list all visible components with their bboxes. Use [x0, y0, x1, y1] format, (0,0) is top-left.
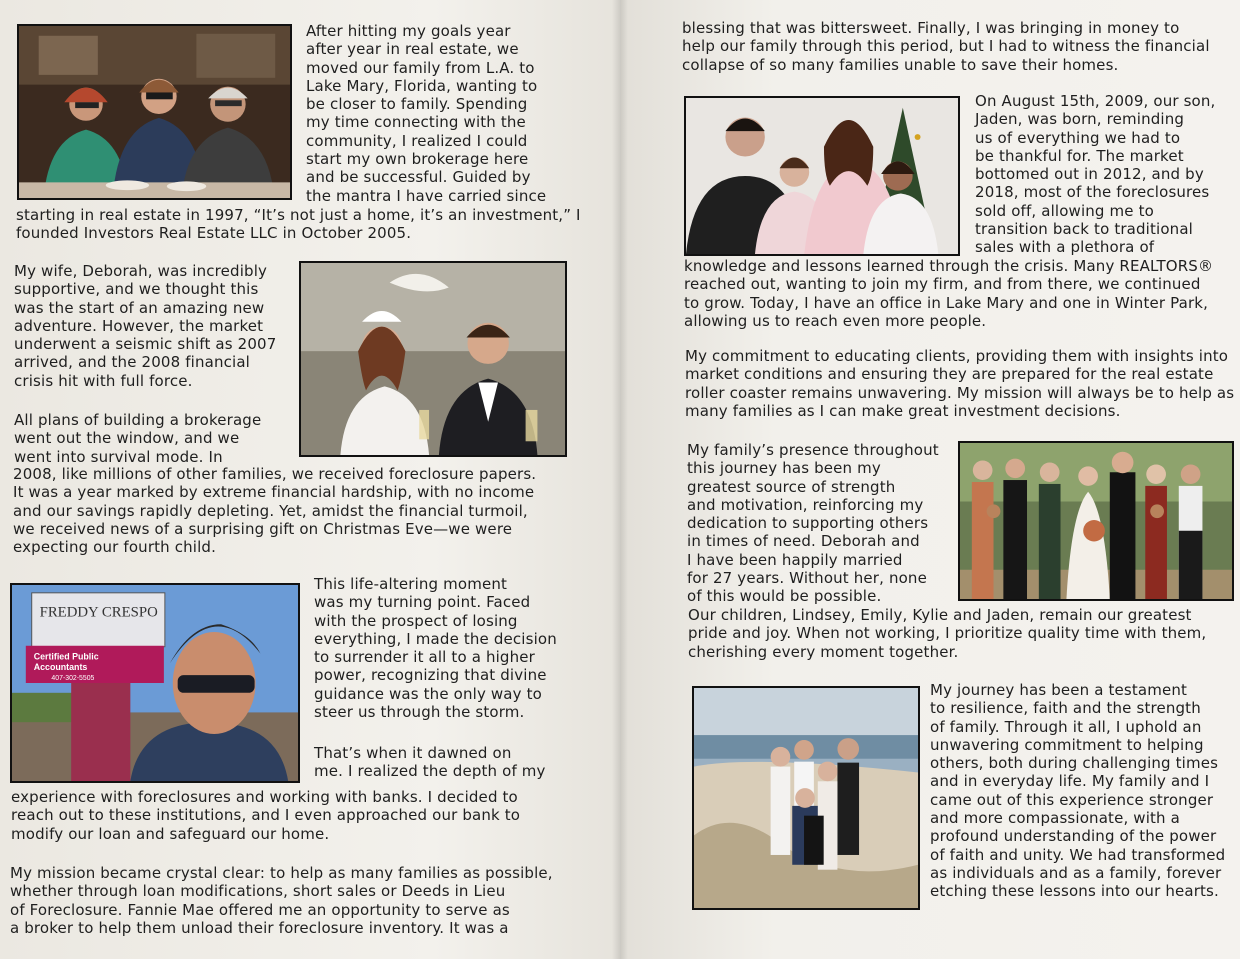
left-para-4: This life-altering moment was my turning point. Faced with the prospect of losing everything, I made the decision to surrender it all to a higher power, recognizing that divine guidance was the only way to steer us through the storm. — [314, 575, 557, 722]
right-page — [620, 0, 1240, 959]
left-para-5-full: experience with foreclosures and working with banks. I decided to reach out to these institutions, and I even approached our bank to modify our loan and safeguard our home. — [11, 788, 521, 843]
photo-christmas-newborn — [684, 96, 960, 256]
right-para-1: blessing that was bittersweet. Finally, I was bringing in money to help our family through this period, but I had to witness the financial collapse of so many families unable to save their homes. — [682, 19, 1210, 74]
right-para-2-full: knowledge and lessons learned through the crisis. Many REALTORS® reached out, wanting to join my firm, and from there, we continued to grow. Today, I have an office in Lake Mary and one in Winter Park, allowing us to reach even more people. — [684, 257, 1214, 330]
sign-certified-public: Certified Public — [33, 651, 99, 662]
right-para-4-wrapped: My family’s presence throughout this journey has been my greatest source of strength and motivation, reinforcing my dedication to supporting others in times of need. Deborah and I have been happily married for 27 years. Without her, none of this would be possible. — [687, 441, 939, 606]
left-para-3-full: 2008, like millions of other families, we received foreclosure papers. It was a year marked by extreme financial hardship, with no income and our savings rapidly depleting. Yet, amidst the financial turmoil, we received news of a surprising gift on Christmas Eve—we were expecting our fourth child. — [13, 465, 537, 557]
right-para-5: My journey has been a testament to resilience, faith and the strength of family. Through it all, I uphold an unwavering commitment to helping others, both during challenging times and in everyday life. My family and I came out of this experience stronger and more compassionate, with a profound understanding of the power of faith and unity. We had transformed as individuals and as a family, forever etching these lessons into our hearts. — [930, 681, 1226, 901]
right-para-4-full: Our children, Lindsey, Emily, Kylie and Jaden, remain our greatest pride and joy. When not working, I prioritize quality time with them, cherishing every moment together. — [688, 606, 1207, 661]
photo-restaurant-family — [17, 24, 292, 200]
sign-accountants: Accountants — [33, 662, 88, 673]
left-para-2: My wife, Deborah, was incredibly supportive, and we thought this was the start of an amazing new adventure. However, the market underwent a seismic shift as 2007 arrived, and the 2008 financial crisis hit with full force. — [14, 262, 277, 390]
right-para-2-wrapped: On August 15th, 2009, our son, Jaden, was born, reminding us of everything we had to be thankful for. The market bottomed out in 2012, and by 2018, most of the foreclosures sold off, allowing me to transition back to traditional sales with a plethora of — [975, 92, 1216, 257]
page-fold — [612, 0, 628, 959]
left-para-3-wrapped: All plans of building a brokerage went out the window, and we went into survival mode. In — [14, 411, 262, 466]
photo-selfie-sign — [10, 583, 300, 783]
photo-beach-family — [692, 686, 920, 910]
photo-wedding — [299, 261, 567, 457]
left-para-6: My mission became crystal clear: to help as many families as possible, whether through loan modifications, short sales or Deeds in Lieu of Foreclosure. Fannie Mae offered me an opportunity to serve as a broker to help them unload their foreclosure inventory. It was a — [10, 864, 553, 937]
sign-phone: 407-302-5505 — [51, 675, 95, 683]
left-para-1-wrapped: After hitting my goals year after year in real estate, we moved our family from L.A. to Lake Mary, Florida, wanting to be closer to family. Spending my time connecting with the community, I realized I could start my own brokerage here and be successful. Guided by the mantra I have carried since — [306, 22, 547, 205]
right-para-3: My commitment to educating clients, providing them with insights into market conditions and ensuring they are prepared for the real estate roller coaster remains unwavering. My mission will always be to help as many families as I can make great investment decisions. — [685, 347, 1235, 420]
photo-wedding-group — [958, 441, 1234, 601]
left-para-1-full: starting in real estate in 1997, “It’s not just a home, it’s an investment,” I founded Investors Real Estate LLC in October 2005. — [16, 206, 581, 243]
sign-freddy-crespo: FREDDY CRESPO — [39, 604, 158, 621]
left-para-5-wrapped: That’s when it dawned on me. I realized the depth of my — [314, 744, 546, 781]
